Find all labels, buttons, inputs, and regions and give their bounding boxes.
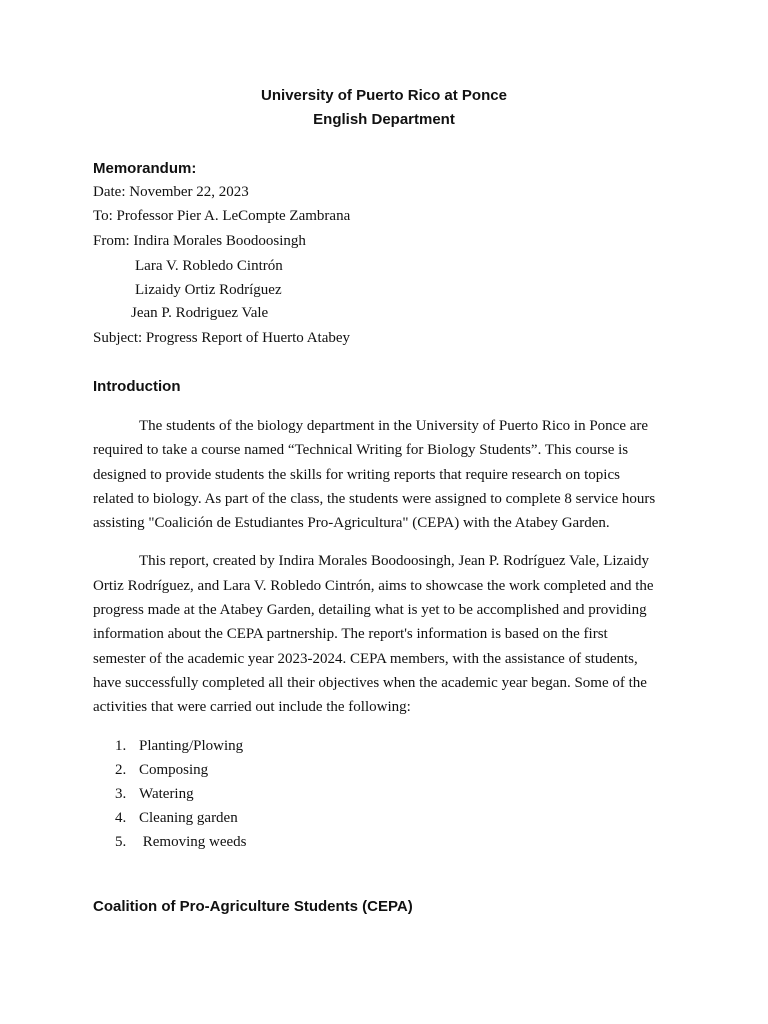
paragraph-line: required to take a course named “Technical Writing for Biology Students”. This course is	[93, 442, 629, 458]
list-text: Composing	[139, 762, 209, 778]
list-text: Watering	[139, 786, 194, 802]
list-number: 1.	[115, 738, 127, 754]
list-text: Removing weeds	[139, 834, 247, 850]
paragraph-line: progress made at the Atabey Garden, detailing what is yet to be accomplished and providing	[93, 602, 647, 618]
list-number: 2.	[115, 762, 127, 778]
paragraph-line: related to biology. As part of the class, the students were assigned to complete 8 service hours	[93, 491, 656, 507]
paragraph-line: designed to provide students the skills for writing reports that require research on topics	[93, 467, 620, 483]
list-number: 4.	[115, 810, 127, 826]
memo-from: From: Indira Morales Boodoosingh	[93, 233, 306, 249]
paragraph-line: The students of the biology department in the University of Puerto Rico in Ponce are	[139, 418, 649, 434]
department-title: English Department	[313, 111, 455, 128]
memo-to: To: Professor Pier A. LeCompte Zambrana	[93, 208, 351, 224]
memo-subject: Subject: Progress Report of Huerto Atabey	[93, 330, 351, 346]
paragraph-line: This report, created by Indira Morales Boodoosingh, Jean P. Rodríguez Vale, Lizaidy	[139, 553, 650, 569]
paragraph-line: assisting "Coalición de Estudiantes Pro-Agricultura" (CEPA) with the Atabey Garden.	[93, 515, 610, 531]
memo-from-author: Lara V. Robledo Cintrón	[135, 258, 283, 274]
paragraph-line: information about the CEPA partnership. The report's information is based on the first	[93, 626, 608, 642]
memo-date: Date: November 22, 2023	[93, 184, 249, 200]
memo-from-author: Lizaidy Ortiz Rodríguez	[135, 282, 282, 298]
paragraph-line: have successfully completed all their objectives when the academic year began. Some of the	[93, 675, 647, 691]
list-text: Cleaning garden	[139, 810, 238, 826]
memo-heading: Memorandum:	[93, 160, 197, 177]
list-number: 5.	[115, 834, 127, 850]
list-number: 3.	[115, 786, 127, 802]
list-text: Planting/Plowing	[139, 738, 244, 754]
university-title: University of Puerto Rico at Ponce	[261, 87, 507, 104]
paragraph-line: activities that were carried out include the following:	[93, 699, 411, 715]
introduction-heading: Introduction	[93, 378, 181, 395]
paragraph-line: semester of the academic year 2023-2024. CEPA members, with the assistance of students,	[93, 651, 638, 667]
memo-from-author: Jean P. Rodriguez Vale	[131, 305, 269, 321]
paragraph-line: Ortiz Rodríguez, and Lara V. Robledo Cintrón, aims to showcase the work completed and the	[93, 578, 654, 594]
cepa-heading: Coalition of Pro-Agriculture Students (CEPA)	[93, 898, 413, 915]
